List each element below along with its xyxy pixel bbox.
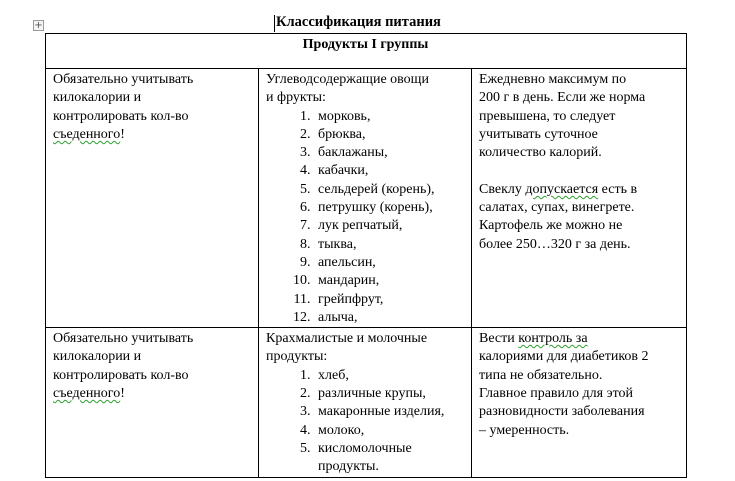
products-cell [259,69,472,328]
advice-cell [472,328,687,477]
list-item: 8. тыква, [314,236,463,254]
spellcheck-word: съеденного [53,126,121,142]
list-item: 1. хлеб, [314,367,463,385]
list-item: 6. петрушку (корень), [314,199,463,217]
advice-text: Свеклу [479,181,526,197]
spellcheck-word: допускается [525,181,599,197]
products-intro: Крахмалистые и молочные продукты: [266,331,428,365]
advice-text: Вести [479,331,519,347]
list-item: 12. алыча, [314,309,463,327]
list-item: 7. лук репчатый, [314,217,463,235]
list-item: 1. морковь, [314,108,463,126]
list-item: 2. различные крупы, [314,385,463,403]
advice-paragraph: Ежедневно максимум по 200 г в день. Если же норма превышена, то следует учитывать суточное количество калорий. [479,72,646,161]
classification-table [45,33,687,478]
products-list [266,108,463,328]
advice-cell [472,69,687,328]
list-item: 3. баклажаны, [314,144,463,162]
list-item: 5. сельдерей (корень), [314,181,463,199]
table-row [46,69,687,328]
note-text: Обязательно учитывать килокалории и контролировать кол-во [53,72,194,124]
note-suffix: ! [120,126,125,142]
advice-text: калориями для диабетиков 2 типа не обязательно. Главное правило для этой разновидности заболевания – умеренность. [479,349,649,438]
list-item: 2. брюква, [314,126,463,144]
advice-text: есть в салатах, супах, винегрете. Картофель же можно не более 250…320 г за день. [479,181,638,252]
table-move-handle-icon[interactable]: + [34,20,43,31]
list-item: 3. макаронные изделия, [314,403,463,421]
spellcheck-word: контроль за [518,331,588,347]
text-cursor [274,15,275,32]
note-cell [46,69,259,328]
list-item: 9. апельсин, [314,254,463,272]
document-title: Классификация питания [276,14,441,30]
table-row [46,328,687,477]
list-item: 11. грейпфрут, [314,291,463,309]
table-header-row [46,34,687,69]
list-item: 4. кабачки, [314,162,463,180]
group-heading: Продукты I группы [46,34,687,69]
advice-paragraph [479,330,678,440]
products-cell [259,328,472,477]
list-item: 4. молоко, [314,422,463,440]
products-list [266,367,463,477]
note-cell [46,328,259,477]
note-suffix: ! [120,386,125,402]
advice-paragraph [479,181,678,254]
list-item: 10. мандарин, [314,272,463,290]
list-item: 5. кисломолочные продукты. [314,440,463,477]
spellcheck-word: съеденного [53,386,121,402]
note-text: Обязательно учитывать килокалории и контролировать кол-во [53,331,194,383]
products-intro: Углеводсодержащие овощи и фрукты: [266,72,429,106]
